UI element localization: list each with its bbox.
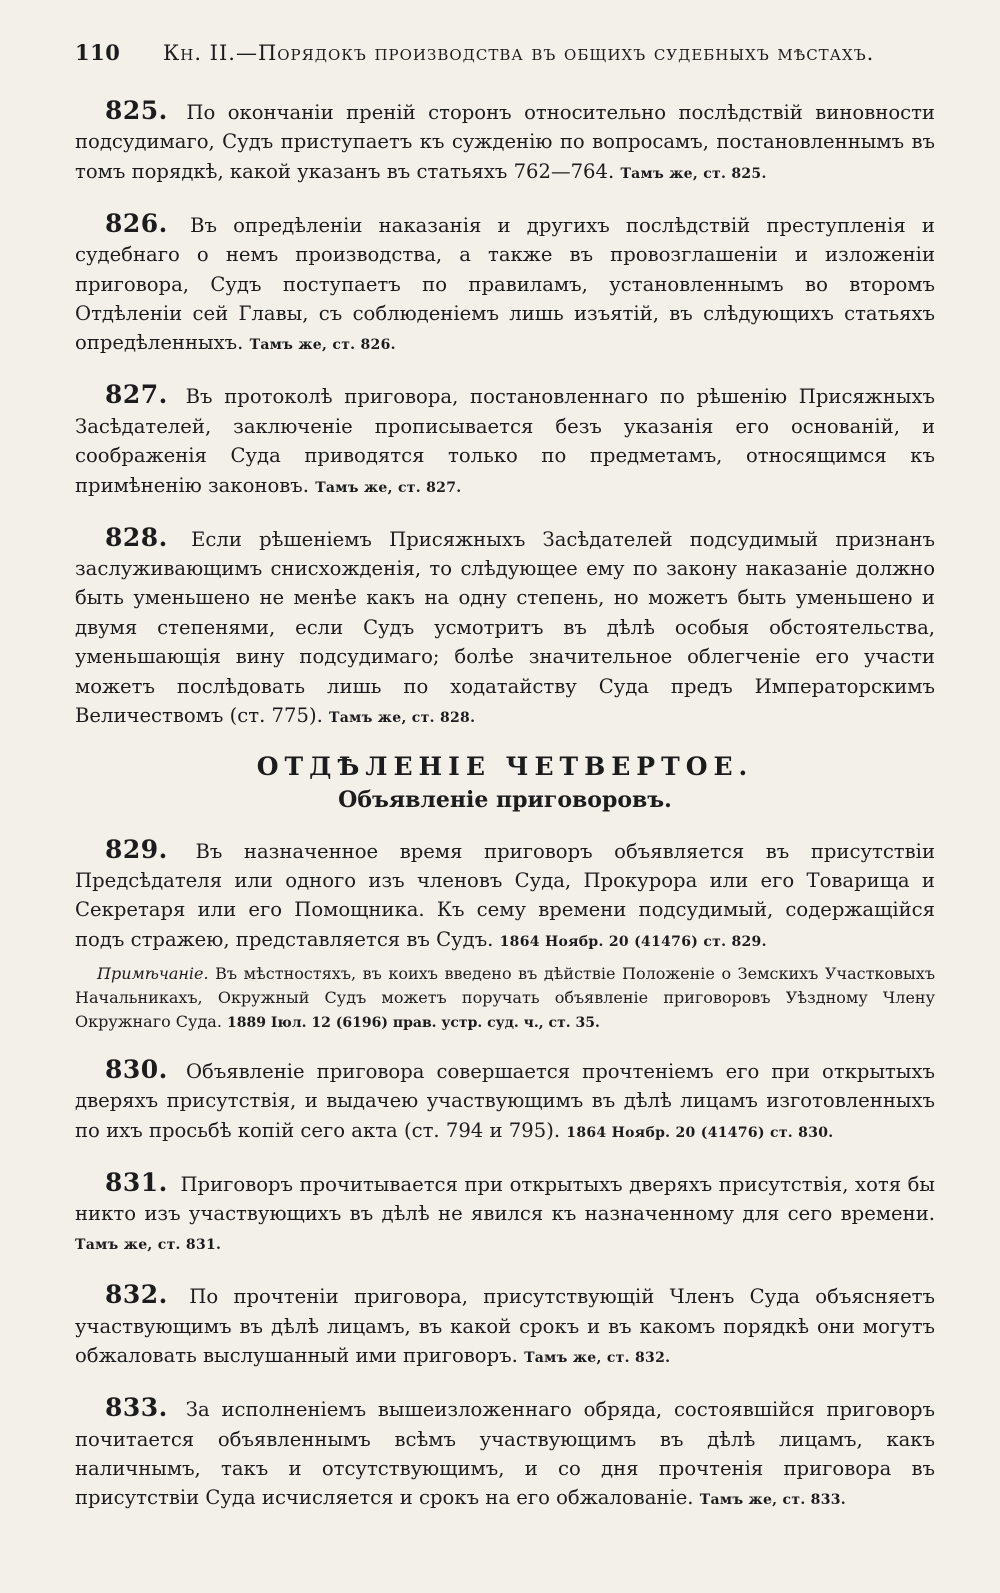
note-label: Примѣчаніе. [97,964,209,984]
article-826 [75,209,935,361]
section-heading: ОТДѢЛЕНІЕ ЧЕТВЕРТОЕ. [256,751,754,781]
article-text: По окончаніи преній сторонъ относительно послѣдствій виновности подсудимаго, Судъ приступаетъ къ сужденію по вопросамъ, постановленнымъ въ томъ порядкѣ, какой указанъ въ статьяхъ 762—764. [75,101,935,183]
article-text: Приговоръ прочитывается при открытыхъ дверяхъ присутствія, хотя бы никто изъ участвующихъ въ дѣлѣ не явился къ назначенному для сего времени. [75,1172,935,1225]
article-reference: 1864 Ноябр. 20 (41476) ст. 830. [566,1124,834,1141]
article-reference: Тамъ же, ст. 833. [699,1492,846,1509]
article-number: 831. [105,1167,168,1197]
article-reference: 1864 Ноябр. 20 (41476) ст. 829. [499,933,767,950]
note-reference: 1889 Іюл. 12 (6196) прав. устр. суд. ч., ст. 35. [227,1015,600,1032]
section-subheading: Объявленіе приговоровъ. [338,786,672,813]
article-number: 828. [105,522,168,552]
page-number: 110 [75,40,121,65]
note-text: Въ мѣстностяхъ, въ коихъ введено въ дѣйствіе Положеніе о Земскихъ Участковыхъ Начальникахъ, Окружный Судъ можетъ поручать объявленіе приговоровъ Уѣздному Члену Окружнаго Суда. [75,964,935,1032]
article-827 [75,380,935,503]
article-reference: Тамъ же, ст. 831. [75,1237,222,1254]
article-number: 829. [105,834,168,864]
article-reference: Тамъ же, ст. 832. [524,1350,671,1367]
article-text: Если рѣшеніемъ Присяжныхъ Засѣдателей подсудимый признанъ заслуживающимъ снисхожденія, то слѣдующее ему по закону наказаніе должно быть уменьшено не менѣе какъ на одну степень, но можетъ быть уменьшено и двумя степенями, если Судъ усмотритъ въ дѣлѣ особыя обстоятельства, уменьшающія вину подсудимаго; болѣе значительное облегченіе его участи можетъ послѣдовать лишь по ходатайству Суда предъ Императорскимъ Величествомъ (ст. 775). [75,527,935,728]
article-text: Въ назначенное время приговоръ объявляется въ присутствіи Предсѣдателя или одного изъ членовъ Суда, Прокурора или его Товарища и Секретаря или его Помощника. Къ сему времени подсудимый, содержащійся подъ стражею, представляется въ Судъ. [75,839,935,951]
article-text: За исполненіемъ вышеизложеннаго обряда, состоявшійся приговоръ почитается объявленнымъ всѣмъ участвующимъ въ дѣлѣ лицамъ, какъ наличнымъ, такъ и отсутствующимъ, и со дня прочтенія приговора въ присутствіи Суда исчисляется и срокъ на его обжалованіе. [75,1398,935,1510]
article-reference: Тамъ же, ст. 827. [315,479,462,496]
article-text: Объявленіе приговора совершается прочтеніемъ его при открытыхъ дверяхъ присутствія, и выдачею участвующимъ въ дѣлѣ лицамъ изготовленныхъ по ихъ просьбѣ копій сего акта (ст. 794 и 795). [75,1059,936,1142]
note-829 [75,962,935,1035]
running-title: Кн. II.—Порядокъ производства въ общихъ судебныхъ мѣстахъ. [163,41,875,65]
article-text: Въ опредѣленіи наказанія и другихъ послѣдствій преступленія и судебнаго о немъ производства, а также въ провозглашеніи и изложеніи приговора, Судъ поступаетъ по правиламъ, установленнымъ во второмъ Отдѣленіи сей Главы, съ соблюденіемъ лишь изъятій, въ слѣдующихъ статьяхъ опредѣленныхъ. [75,213,935,355]
article-number: 825. [105,96,168,125]
article-825 [75,96,935,189]
article-830 [75,1055,935,1148]
article-828 [75,523,935,734]
document-page [75,40,935,1560]
article-text: По прочтеніи приговора, присутствующій Членъ Суда объясняетъ участвующимъ въ дѣлѣ лицамъ, въ какой срокъ и въ какомъ порядкѣ они могутъ обжаловать выслушанный ими приговоръ. [75,1285,935,1368]
article-829 [75,835,935,958]
article-number: 832. [105,1280,168,1310]
article-reference: Тамъ же, ст. 825. [620,165,767,182]
article-text: Въ протоколѣ приговора, постановленнаго по рѣшенію Присяжныхъ Засѣдателей, заключеніе прописывается безъ указанія его основаній, и соображенія Суда приводятся только по предметамъ, относящимся къ примѣненію законовъ. [75,385,935,497]
running-head [75,40,935,70]
article-reference: Тамъ же, ст. 826. [249,337,396,354]
article-number: 826. [105,208,168,238]
article-831 [75,1168,935,1261]
article-number: 830. [105,1054,168,1084]
article-833 [75,1393,935,1516]
article-number: 827. [105,380,168,410]
article-number: 833. [105,1393,168,1423]
article-832 [75,1280,935,1373]
article-reference: Тамъ же, ст. 828. [329,710,476,727]
